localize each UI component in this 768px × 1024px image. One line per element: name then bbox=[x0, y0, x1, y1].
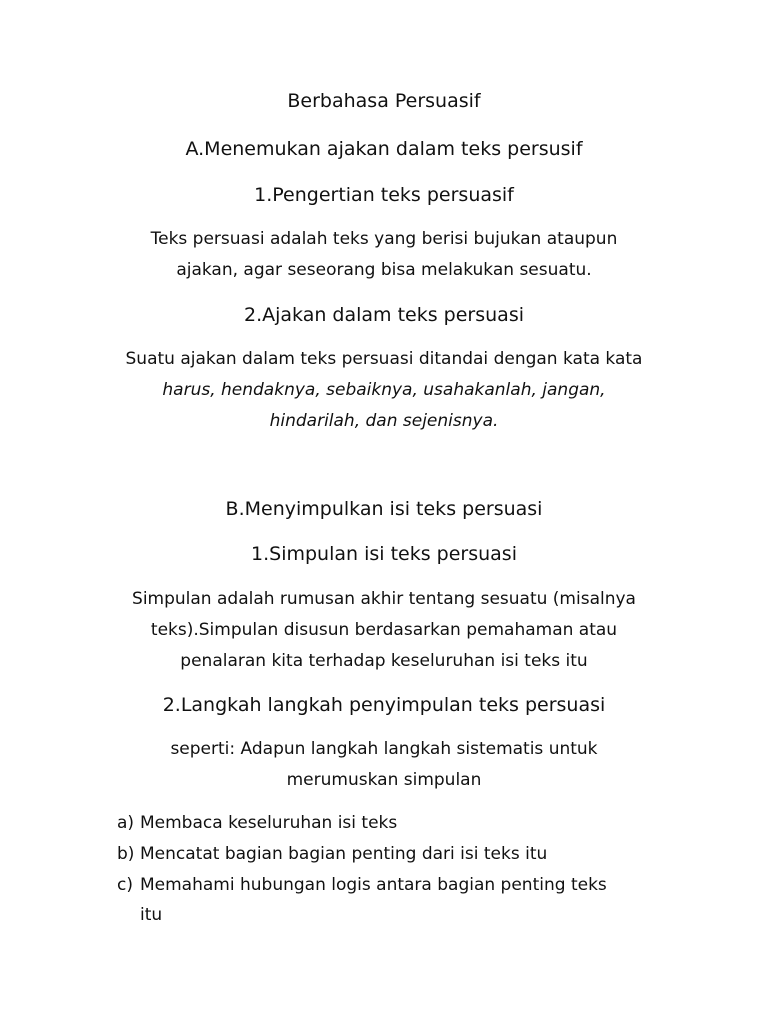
section-a-sub1-heading: 1.Pengertian teks persuasif bbox=[254, 184, 514, 206]
section-b-sub1-heading: 1.Simpulan isi teks persuasi bbox=[251, 543, 517, 565]
paragraph-line: seperti: Adapun langkah langkah sistematis untuk bbox=[170, 739, 598, 759]
italic-keyword-line: harus, hendaknya, sebaiknya, usahakanlah, jangan, bbox=[162, 380, 606, 400]
list-item-text: Mencatat bagian bagian penting dari isi teks itu bbox=[140, 844, 548, 864]
list-item-text: Membaca keseluruhan isi teks bbox=[140, 813, 398, 833]
paragraph-line: teks).Simpulan disusun berdasarkan pemahaman atau bbox=[150, 620, 618, 640]
document-title: Berbahasa Persuasif bbox=[287, 90, 481, 112]
paragraph-line: Simpulan adalah rumusan akhir tentang sesuatu (misalnya bbox=[132, 589, 636, 609]
paragraph-line: ajakan, agar seseorang bisa melakukan sesuatu. bbox=[176, 260, 592, 280]
list-marker: a) bbox=[117, 813, 135, 833]
paragraph-line: Suatu ajakan dalam teks persuasi ditandai dengan kata kata bbox=[125, 349, 643, 369]
list-item-text: Memahami hubungan logis antara bagian penting teks bbox=[140, 875, 607, 895]
section-b-sub2-heading: 2.Langkah langkah penyimpulan teks persuasi bbox=[162, 694, 606, 716]
paragraph-line: merumuskan simpulan bbox=[286, 770, 482, 790]
list-marker: c) bbox=[117, 875, 133, 895]
section-a-sub2-heading: 2.Ajakan dalam teks persuasi bbox=[243, 304, 525, 326]
paragraph-line: Teks persuasi adalah teks yang berisi bujukan ataupun bbox=[150, 229, 618, 249]
list-marker: b) bbox=[117, 844, 135, 864]
list-item-text: itu bbox=[140, 905, 163, 925]
section-a-heading: A.Menemukan ajakan dalam teks persusif bbox=[185, 138, 583, 160]
italic-keyword-line: hindarilah, dan sejenisnya. bbox=[269, 411, 499, 431]
section-b-heading: B.Menyimpulkan isi teks persuasi bbox=[225, 498, 543, 520]
paragraph-line: penalaran kita terhadap keseluruhan isi teks itu bbox=[180, 651, 588, 671]
